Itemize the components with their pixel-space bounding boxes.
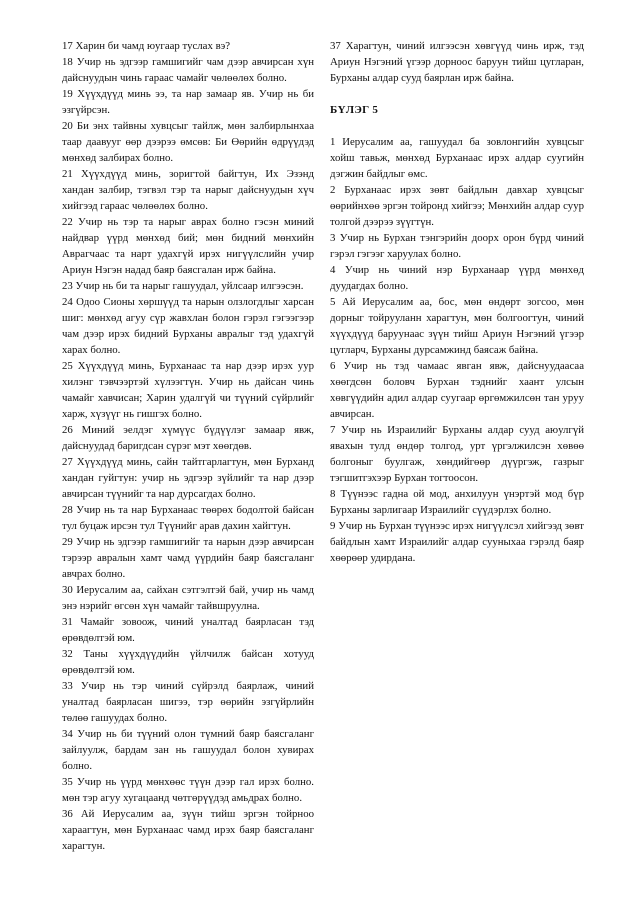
verse: 33 Учир нь тэр чиний сүйрэлд баярлаж, чиний уналтад баярласан шигээ, тэр өөрийн эзгүйрлийн төлөө гашуудах болно. xyxy=(62,680,314,724)
verse: 26 Миний эелдэг хүмүүс бүдүүлэг замаар явж, дайснуудад баригдсан сүрэг мэт хөөгдөв. xyxy=(62,424,314,452)
verse: 28 Учир нь та нар Бурханаас төөрөх бодолтой байсан тул буцаж ирсэн тул Түүнийг арав дахин хайгтун. xyxy=(62,504,314,532)
right-column xyxy=(330,38,584,566)
verse: 4 Учир нь чиний нэр Бурханаар үүрд мөнхөд дуудагдах болно. xyxy=(330,264,584,292)
verse: 2 Бурханаас ирэх зөвт байдлын давхар хувцсыг өөрийнхөө эргэн тойронд хийгээ; Мөнхийн алдар суур толгой дээрээ зүүгтүн. xyxy=(330,184,584,228)
verse: 24 Одоо Сионы хөршүүд та нарын олзлогдлыг харсан шиг: мөнхөд агуу сүр жавхлан болон гэрэл гэгээгээр чам дээр ирэх бидний Бурханы авралыг тэд удахгүй харах болно. xyxy=(62,296,314,356)
verse: 36 Ай Иерусалим аа, зүүн тийш эргэн тойрноо хараагтун, мөн Бурханаас чамд ирэх баяр баясгаланг харагтун. xyxy=(62,808,314,852)
verse: 3 Учир нь Бурхан тэнгэрийн доорх орон бүрд чиний гэрэл гэгээг харуулах болно. xyxy=(330,232,584,260)
verse: 37 Харагтун, чиний илгээсэн хөвгүүд чинь ирж, тэд Ариун Нэгэний үгээр дорноос баруун тийш цугларан, Бурханы алдар сууд баярлан ирж байна. xyxy=(330,40,584,84)
verse: 35 Учир нь үүрд мөнхөөс түүн дээр гал ирэх болно. мөн тэр агуу хугацаанд чөтгөрүүдэд амьдрах болно. xyxy=(62,776,314,804)
verse: 1 Иерусалим аа, гашуудал ба зовлонгийн хувцсыг хойш тавьж, мөнхөд Бурханаас ирэх алдар суугийн дэгжин байдлыг өмс. xyxy=(330,136,584,180)
verse: 7 Учир нь Израилийг Бурханы алдар сууд аюулгүй явахын тулд өндөр толгод, урт үргэлжилсэн хөвөө болгоныг буулгаж, хөндийгөөр дүүргэж, газрыг тэгшитгэхээр Бурхан тогтоосон. xyxy=(330,424,584,484)
verse: 30 Иерусалим аа, сайхан сэтгэлтэй бай, учир нь чамд энэ нэрийг өгсөн хүн чамайг тайвшруулна. xyxy=(62,584,314,612)
verse: 9 Учир нь Бурхан түүнээс ирэх нигүүлсэл хийгээд зөвт байдлын хамт Израилийг алдар сууныхаа гэрэлд баяр хөөрөөр удирдана. xyxy=(330,520,584,564)
verse: 18 Учир нь эдгээр гамшигийг чам дээр авчирсан хүн дайснуудын чинь гараас чамайг чөлөөлөх болно. xyxy=(62,56,314,84)
verse: 6 Учир нь тэд чамаас явган явж, дайснуудаасаа хөөгдсөн боловч Бурхан тэднийг хаант улсын хөвгүүдийн адил алдар суугаар өргөмжилсөн тан уруу авчирсан. xyxy=(330,360,584,420)
verse: 23 Учир нь би та нарыг гашуудал, уйлсаар илгээсэн. xyxy=(62,280,304,292)
verse: 5 Ай Иерусалим аа, бос, мөн өндөрт зогсоо, мөн дорныг тойрууланн харагтун, мөн болгоогтун, чиний хүүхдүүд баруунаас зүүн тийш Ариун Нэгэний үгээр цугларч, Бурханы дурсамжинд баясаж байна. xyxy=(330,296,584,356)
chapter-verses xyxy=(330,134,584,566)
verse: 8 Түүнээс гадна ой мод, анхилуун үнэртэй мод бүр Бурханы зарлигаар Израилийг сүүдэрлэх болно. xyxy=(330,488,584,516)
verse: 31 Чамайг зовоож, чиний уналтад баярласан тэд өрөвдөлтэй юм. xyxy=(62,616,314,644)
verse: 22 Учир нь тэр та нарыг аврах болно гэсэн миний найдвар үүрд мөнхөд бий; мөн бидний мөнхийн Аврагчаас та нарт удахгүй ирэх нигүүлслийн учир Ариун Нэгэн надад баяр баясгалан ирж байна. xyxy=(62,216,314,276)
verse: 29 Учир нь эдгээр гамшигийг та нарын дээр авчирсан тэрээр авралын хамт чамд үүрдийн баяр баясгаланг авчрах болно. xyxy=(62,536,314,580)
verse: 34 Учир нь би түүний олон түмний баяр баясгаланг зайлуулж, бардам зан нь гашуудал болон хувирах болно. xyxy=(62,728,314,772)
verse: 19 Хүүхдүүд минь ээ, та нар замаар яв. Учир нь би эзгүйрсэн. xyxy=(62,88,314,116)
verse: 25 Хүүхдүүд минь, Бурханаас та нар дээр ирэх уур хилэнг тэвчээртэй хүлээгтүн. Учир нь дайсан чинь чамайг хавчисан; Харин удалгүй чи түүний сүйрлийг харж, хүзүүг нь гишгэх болно. xyxy=(62,360,314,420)
verse: 32 Таны хүүхдүүдийн үйлчилж байсан хотууд өрөвдөлтэй юм. xyxy=(62,648,314,676)
verse: 20 Би энх тайвны хувцсыг тайлж, мөн залбирлынхаа таар даавууг өөр дээрээ өмсөв: Би Өөрийн өдрүүдэд мөнхөд залбирах болно. xyxy=(62,120,314,164)
verse: 21 Хүүхдүүд минь, зоригтой байгтун, Их Эзэнд хандан залбир, тэгвэл тэр та нарыг дайснуудын хүч хийгээд гараас чөлөөлөх болно. xyxy=(62,168,314,212)
left-column xyxy=(62,38,314,854)
verse: 17 Харин би чамд юугаар туслах вэ? xyxy=(62,40,231,52)
verse: 27 Хүүхдүүд минь, сайн тайтгарлагтун, мөн Бурханд хандан гуйгтун: учир нь эдгээр зүйлийг та нар дээр авчирсан түүнийг та нар дурсагдах болно. xyxy=(62,456,314,500)
chapter-heading: БҮЛЭГ 5 xyxy=(330,104,379,116)
